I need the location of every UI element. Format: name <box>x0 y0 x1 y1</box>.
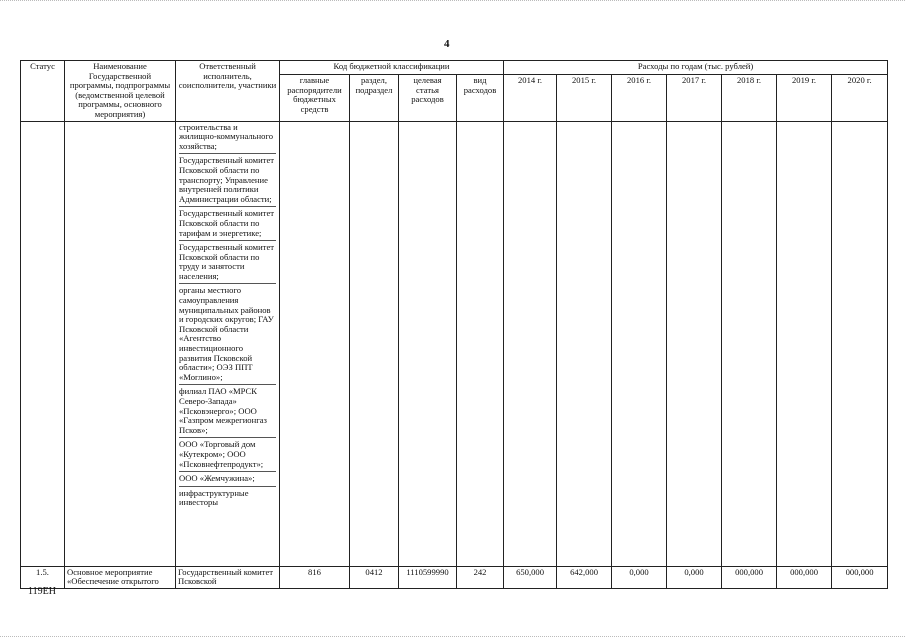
cell-name <box>65 121 176 566</box>
col-year-header: 2020 г. <box>832 75 888 121</box>
col-target-header: целевая статья расходов <box>399 75 457 121</box>
cell-empty <box>557 121 612 566</box>
cell-empty <box>777 121 832 566</box>
cell-name: Основное мероприятие «Обеспечение открытого <box>65 566 176 588</box>
table-row-1-5 <box>21 566 888 588</box>
responsible-item: Государственный комитет Псковской области по тарифам и энергетике; <box>179 206 276 240</box>
cell-empty <box>504 121 557 566</box>
col-year-header: 2017 г. <box>667 75 722 121</box>
col-section-header: раздел, подраздел <box>350 75 399 121</box>
responsible-item: инфраструктурные инвесторы <box>179 486 276 510</box>
responsible-item: филиал ПАО «МРСК Северо-Запада» «Псковэнерго»; ООО «Газпром межрегионгаз Псков»; <box>179 384 276 437</box>
col-type-header: вид расходов <box>457 75 504 121</box>
program-table <box>20 60 888 589</box>
cell-empty <box>350 121 399 566</box>
cell-empty <box>612 121 667 566</box>
table-row-continued <box>21 121 888 566</box>
cell-empty <box>832 121 888 566</box>
cell-section: 0412 <box>350 566 399 588</box>
header-row-1 <box>21 61 888 75</box>
cell-responsible-list <box>176 121 280 566</box>
cell-value: 650,000 <box>504 566 557 588</box>
cell-empty <box>280 121 350 566</box>
col-year-header: 2018 г. <box>722 75 777 121</box>
col-budget-code-header: Код бюджетной классификации <box>280 61 504 75</box>
cell-empty <box>722 121 777 566</box>
cell-value: 642,000 <box>557 566 612 588</box>
cell-empty <box>457 121 504 566</box>
cell-value: 0,000 <box>667 566 722 588</box>
cell-type: 242 <box>457 566 504 588</box>
col-responsible-header: Ответственный исполнитель, соисполнители, участники <box>176 61 280 122</box>
col-name-header: Наименование Государственной программы, подпрограммы (ведомственной целевой программы, основного мероприятия) <box>65 61 176 122</box>
col-year-header: 2016 г. <box>612 75 667 121</box>
cell-responsible: Государственный комитет Псковской <box>176 566 280 588</box>
cell-value: 0,000 <box>612 566 667 588</box>
col-year-header: 2014 г. <box>504 75 557 121</box>
responsible-item: ООО «Торговый дом «Кутекром»; ООО «Псковнефтепродукт»; <box>179 437 276 471</box>
col-grbs-header: главные распорядители бюджетных средств <box>280 75 350 121</box>
cell-status: 1.5. <box>21 566 65 588</box>
responsible-item: органы местного самоуправления муниципальных районов и городских округов; ГАУ Псковской области «Агентство инвестиционного развития Псковской области»; ОЭЗ ППТ «Моглино»; <box>179 283 276 384</box>
page-number: 4 <box>444 38 450 50</box>
cell-grbs: 816 <box>280 566 350 588</box>
col-year-header: 2019 г. <box>777 75 832 121</box>
responsible-item: Государственный комитет Псковской области по труду и занятости населения; <box>179 240 276 283</box>
responsible-item: строительства и жилищно-коммунального хозяйства; <box>179 121 274 151</box>
cell-value: 000,000 <box>832 566 888 588</box>
col-year-header: 2015 г. <box>557 75 612 121</box>
cell-value: 000,000 <box>722 566 777 588</box>
cell-value: 000,000 <box>777 566 832 588</box>
cell-empty <box>667 121 722 566</box>
cell-empty <box>399 121 457 566</box>
responsible-item: ООО «Жемчужина»; <box>179 471 276 486</box>
footer-code: 119EH <box>28 586 56 597</box>
col-status-header: Статус <box>21 61 65 122</box>
col-expenses-header: Расходы по годам (тыс. рублей) <box>504 61 888 75</box>
cell-target: 1110599990 <box>399 566 457 588</box>
scan-edge-top <box>0 0 905 4</box>
responsible-item: Государственный комитет Псковской области по транспорту; Управление внутренней политики Администрации области; <box>179 153 276 206</box>
scan-edge-bottom <box>0 636 905 639</box>
cell-status <box>21 121 65 566</box>
